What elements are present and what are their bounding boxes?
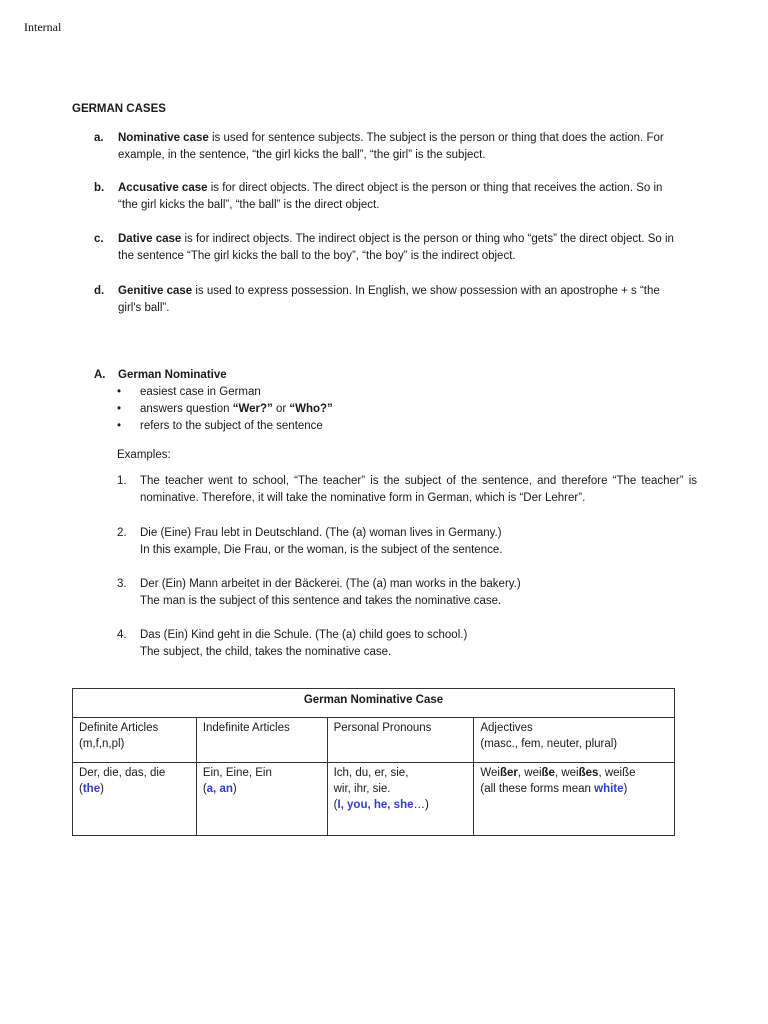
paren-open: ( <box>333 799 338 811</box>
table-cell-definite <box>73 763 197 836</box>
case-item-accusative <box>94 180 684 214</box>
meaning-pre: (all these forms mean <box>480 783 595 795</box>
paren-close: …) <box>413 799 429 811</box>
nominative-case-table <box>72 688 675 836</box>
header-line: Adjectives <box>480 722 533 734</box>
cell-line: wir, ihr, sie. <box>333 783 391 795</box>
case-text: is used to express possession. In English, we show possession with an apostrophe + s “the girl's ball”. <box>118 285 660 314</box>
case-name: Genitive case <box>118 285 193 297</box>
case-item-nominative <box>94 130 684 164</box>
cell-line: Der, die, das, die <box>79 767 166 779</box>
paren-close: ) <box>232 783 237 795</box>
adjective-stem: wei <box>561 767 579 779</box>
cell-line <box>334 797 468 813</box>
case-text: is for indirect objects. The indirect object is the person or thing who “gets” the direct object. So in the sentence “The girl kicks the ball to the boy”, “the boy” is the indirect object. <box>118 233 674 262</box>
table-header-row <box>73 718 675 763</box>
example-line: Die (Eine) Frau lebt in Deutschland. (The (a) woman lives in Germany.) <box>140 527 502 539</box>
case-name: Dative case <box>118 233 182 245</box>
example-text <box>140 627 697 661</box>
column-header <box>196 718 327 763</box>
table-cell-indefinite <box>196 763 327 836</box>
translation: the <box>82 783 101 795</box>
header-line: (masc., fem, neuter, plural) <box>480 738 618 750</box>
document-title: GERMAN CASES <box>72 103 166 115</box>
bullet-text-pre: answers question <box>140 403 233 415</box>
example-number: 3. <box>117 578 127 590</box>
paren-close: ) <box>100 783 104 795</box>
case-item-dative <box>94 231 684 265</box>
case-description <box>118 231 684 265</box>
example-line: Das (Ein) Kind geht in die Schule. (The (a) child goes to school.) <box>140 629 468 641</box>
case-description <box>118 180 684 214</box>
cell-line <box>480 765 668 781</box>
cell-line <box>480 781 668 797</box>
bullet-text <box>140 401 333 418</box>
example-line: The man is the subject of this sentence and takes the nominative case. <box>140 595 502 607</box>
section-heading <box>94 367 694 384</box>
header-line: (m,f,n,pl) <box>79 738 125 750</box>
example-item <box>117 525 697 559</box>
meaning-post: ) <box>623 783 628 795</box>
example-number: 2. <box>117 527 127 539</box>
list-letter: b. <box>94 182 105 194</box>
adjective-stem: Wei <box>480 767 500 779</box>
example-text <box>140 525 697 559</box>
bullet-text: easiest case in German <box>140 386 261 398</box>
case-text: is used for sentence subjects. The subject is the person or thing that does the action. For example, in the sentence, “the girl kicks the ball”, “the girl” is the subject. <box>118 132 664 161</box>
bullet-text: refers to the subject of the sentence <box>140 420 323 432</box>
adjective-ending: ßes <box>578 767 599 779</box>
cell-line <box>79 781 190 797</box>
case-description <box>118 130 684 164</box>
bullet-text-mid: or <box>272 403 290 415</box>
question-wer: “Wer?” <box>232 403 273 415</box>
cell-line: Ich, du, er, sie, <box>333 767 409 779</box>
table-row <box>73 763 675 836</box>
table-caption: German Nominative Case <box>73 689 675 718</box>
question-who: “Who?” <box>289 403 333 415</box>
example-item <box>117 473 697 507</box>
bullet-icon: • <box>117 420 122 432</box>
translation: white <box>594 783 624 795</box>
cell-line <box>203 781 321 797</box>
header-line: Personal Pronouns <box>333 722 432 734</box>
separator: , <box>554 767 562 779</box>
case-name: Nominative case <box>118 132 209 144</box>
bullet-icon: • <box>117 386 122 398</box>
example-number: 4. <box>117 629 127 641</box>
cell-line: Ein, Eine, Ein <box>202 767 272 779</box>
column-header <box>73 718 197 763</box>
adjective-ending: ßer <box>499 767 518 779</box>
example-line: The subject, the child, takes the nominative case. <box>140 646 392 658</box>
header-line: Definite Articles <box>79 722 159 734</box>
table-cell-pronouns <box>327 763 474 836</box>
example-item <box>117 576 697 610</box>
adjective-stem: wei <box>524 767 542 779</box>
separator: , <box>517 767 525 779</box>
examples-label: Examples: <box>117 449 171 461</box>
translation: I, you, he, she <box>337 799 414 811</box>
adjective-word: weiße <box>604 767 636 779</box>
paren-open: ( <box>202 783 207 795</box>
header-line: Indefinite Articles <box>202 722 290 734</box>
example-number: 1. <box>117 475 127 487</box>
translation: a, an <box>206 783 233 795</box>
example-text <box>140 576 697 610</box>
table-cell-adjectives <box>474 763 675 836</box>
example-text <box>140 473 697 507</box>
bullet-icon: • <box>117 403 122 415</box>
list-letter: a. <box>94 132 104 144</box>
case-text: is for direct objects. The direct object is the person or thing that receives the action. So in “the girl kicks the ball”, “the ball” is the direct object. <box>118 182 663 211</box>
case-item-genitive <box>94 283 684 317</box>
column-header <box>474 718 675 763</box>
case-name: Accusative case <box>118 182 208 194</box>
classification-label: Internal <box>24 20 62 34</box>
list-letter: c. <box>94 233 104 245</box>
list-letter: d. <box>94 285 105 297</box>
example-line: In this example, Die Frau, or the woman, is the subject of the sentence. <box>140 544 503 556</box>
section-letter: A. <box>94 369 106 381</box>
case-description <box>118 283 684 317</box>
adjective-ending: ße <box>541 767 555 779</box>
paren-open: ( <box>79 783 83 795</box>
section-title: German Nominative <box>118 369 227 381</box>
example-line: The teacher went to school, “The teacher” is the subject of the sentence, and therefore “The teacher” is <box>140 475 697 487</box>
separator: , <box>598 767 605 779</box>
example-line: nominative. Therefore, it will take the nominative form in German, which is “Der Lehrer”. <box>140 492 586 504</box>
example-item <box>117 627 697 661</box>
column-header <box>327 718 474 763</box>
example-line: Der (Ein) Mann arbeitet in der Bäckerei. (The (a) man works in the bakery.) <box>140 578 521 590</box>
